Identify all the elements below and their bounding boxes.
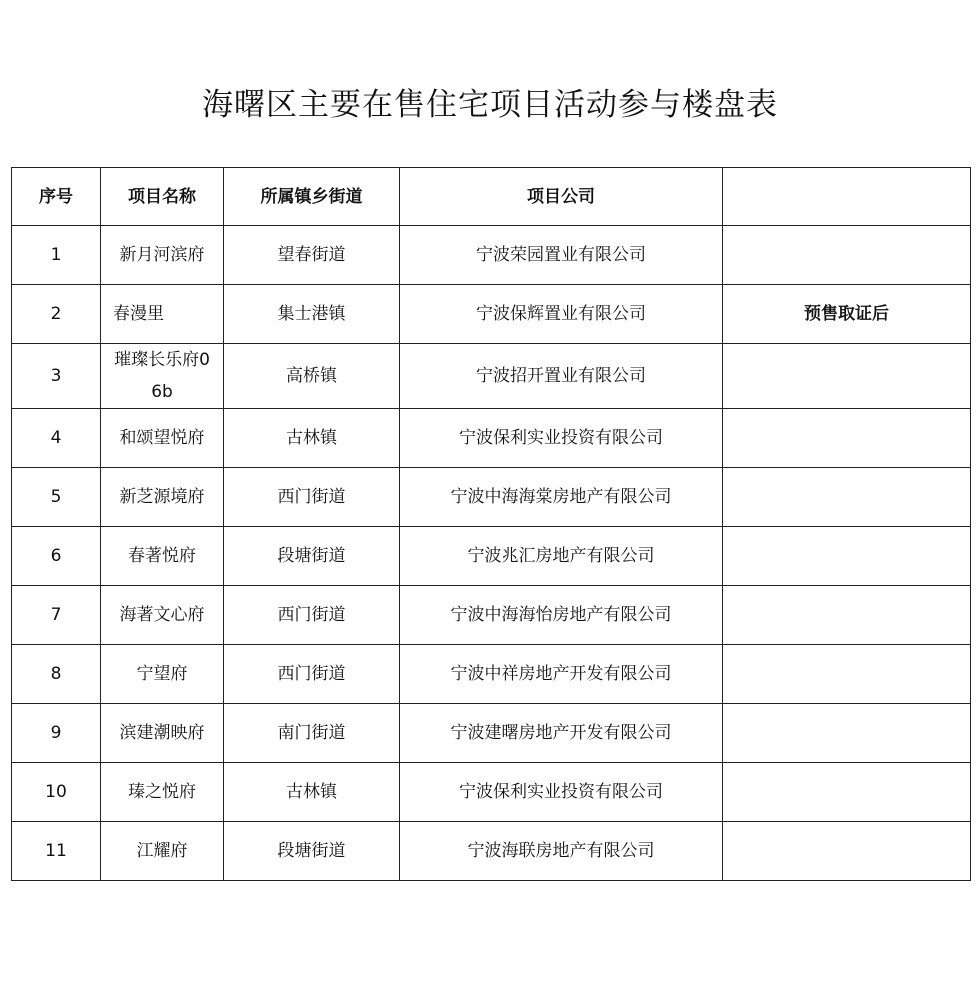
cell-company: 宁波海联房地产有限公司 [400,822,723,881]
cell-remark [723,226,971,285]
cell-company: 宁波招开置业有限公司 [400,344,723,409]
cell-remark [723,527,971,586]
cell-remark [723,409,971,468]
cell-district: 段塘街道 [224,822,400,881]
header-company: 项目公司 [400,168,723,226]
cell-serial-no: 11 [12,822,101,881]
cell-district: 古林镇 [224,409,400,468]
table-row [12,285,971,344]
table-row [12,527,971,586]
header-project-name: 项目名称 [101,168,224,226]
cell-remark [723,704,971,763]
cell-project-name [101,344,224,409]
cell-district: 集士港镇 [224,285,400,344]
cell-company: 宁波保利实业投资有限公司 [400,409,723,468]
cell-company: 宁波中海海棠房地产有限公司 [400,468,723,527]
cell-serial-no: 4 [12,409,101,468]
cell-serial-no: 9 [12,704,101,763]
cell-remark: 预售取证后 [723,285,971,344]
table-row [12,822,971,881]
cell-company: 宁波荣园置业有限公司 [400,226,723,285]
header-remark [723,168,971,226]
cell-project-name: 海著文心府 [101,586,224,645]
cell-remark [723,586,971,645]
cell-district: 西门街道 [224,468,400,527]
cell-remark [723,344,971,409]
table-row [12,763,971,822]
cell-district: 段塘街道 [224,527,400,586]
cell-project-name: 新月河滨府 [101,226,224,285]
table-row [12,344,971,409]
cell-district: 古林镇 [224,763,400,822]
cell-project-name: 新芝源境府 [101,468,224,527]
cell-remark [723,763,971,822]
cell-serial-no: 3 [12,344,101,409]
cell-district: 望春街道 [224,226,400,285]
cell-serial-no: 10 [12,763,101,822]
cell-serial-no: 5 [12,468,101,527]
cell-project-name: 和颂望悦府 [101,409,224,468]
header-serial-no: 序号 [12,168,101,226]
cell-project-name: 江耀府 [101,822,224,881]
cell-company: 宁波建曙房地产开发有限公司 [400,704,723,763]
cell-company: 宁波兆汇房地产有限公司 [400,527,723,586]
cell-district: 西门街道 [224,586,400,645]
cell-district: 西门街道 [224,645,400,704]
cell-company: 宁波保辉置业有限公司 [400,285,723,344]
table-row [12,645,971,704]
cell-remark [723,468,971,527]
cell-serial-no: 6 [12,527,101,586]
project-table [11,167,971,881]
cell-project-name: 宁望府 [101,645,224,704]
cell-company: 宁波中祥房地产开发有限公司 [400,645,723,704]
cell-remark [723,645,971,704]
document-title: 海曙区主要在售住宅项目活动参与楼盘表 [202,87,778,123]
cell-company: 宁波中海海怡房地产有限公司 [400,586,723,645]
cell-serial-no: 1 [12,226,101,285]
project-name-text: 璀璨长乐府06b [114,350,210,402]
cell-company: 宁波保利实业投资有限公司 [400,763,723,822]
header-district: 所属镇乡街道 [224,168,400,226]
table-header-row [12,168,971,226]
table-row [12,586,971,645]
cell-serial-no: 7 [12,586,101,645]
table-row [12,704,971,763]
table-row [12,468,971,527]
table-row [12,409,971,468]
cell-district: 高桥镇 [224,344,400,409]
cell-remark [723,822,971,881]
cell-district: 南门街道 [224,704,400,763]
cell-project-name: 瑧之悦府 [101,763,224,822]
cell-project-name: 滨建潮映府 [101,704,224,763]
cell-project-name: 春著悦府 [101,527,224,586]
table-row [12,226,971,285]
cell-serial-no: 2 [12,285,101,344]
cell-serial-no: 8 [12,645,101,704]
cell-project-name: 春漫里 [101,285,224,344]
